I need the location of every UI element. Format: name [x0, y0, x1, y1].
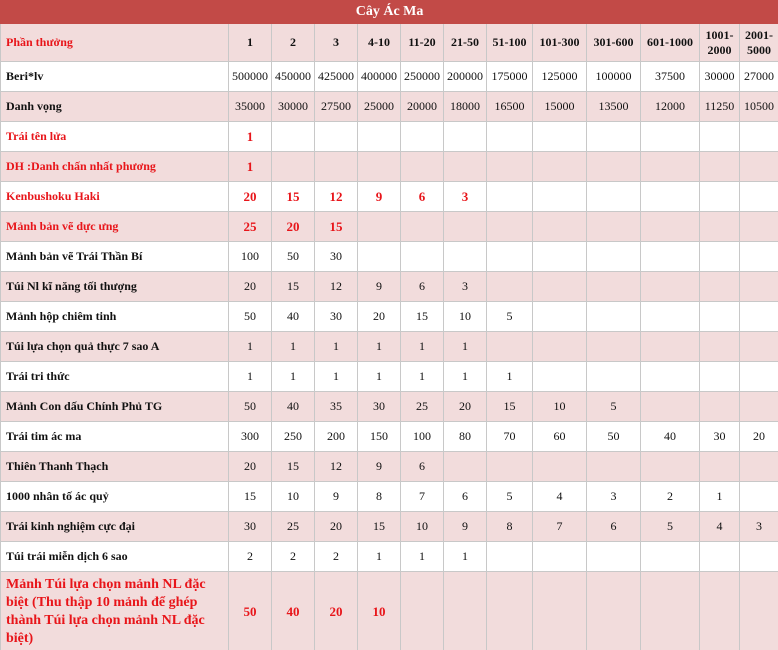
- value-cell: 3: [587, 482, 641, 512]
- header-rank-cell: 101-300: [533, 24, 587, 62]
- value-cell: [487, 212, 533, 242]
- value-cell: 1: [401, 542, 444, 572]
- value-cell: [444, 452, 487, 482]
- value-cell: [641, 272, 700, 302]
- value-cell: [587, 152, 641, 182]
- value-cell: [641, 122, 700, 152]
- header-rank-cell: 51-100: [487, 24, 533, 62]
- header-row: [1, 24, 778, 62]
- value-cell: 1: [444, 542, 487, 572]
- value-cell: [487, 242, 533, 272]
- value-cell: [401, 242, 444, 272]
- value-cell: 250000: [401, 62, 444, 92]
- value-cell: 25: [229, 212, 272, 242]
- row-label: Mảnh bản vẽ dực ưng: [1, 212, 229, 242]
- value-cell: 30: [229, 512, 272, 542]
- value-cell: [587, 332, 641, 362]
- value-cell: 1: [358, 362, 401, 392]
- value-cell: 10: [272, 482, 315, 512]
- value-cell: [740, 452, 778, 482]
- value-cell: 1: [358, 332, 401, 362]
- value-cell: [740, 392, 778, 422]
- header-rank-cell: 3: [315, 24, 358, 62]
- value-cell: 1: [444, 332, 487, 362]
- value-cell: [641, 302, 700, 332]
- value-cell: [700, 152, 740, 182]
- value-cell: [740, 242, 778, 272]
- value-cell: 12: [315, 452, 358, 482]
- value-cell: [533, 542, 587, 572]
- table-row: [1, 482, 778, 512]
- value-cell: 400000: [358, 62, 401, 92]
- value-cell: [641, 332, 700, 362]
- value-cell: [487, 332, 533, 362]
- value-cell: [533, 332, 587, 362]
- value-cell: [444, 152, 487, 182]
- value-cell: [740, 482, 778, 512]
- header-rank-cell: 2: [272, 24, 315, 62]
- value-cell: 1: [229, 152, 272, 182]
- value-cell: 15: [229, 482, 272, 512]
- table-row: [1, 452, 778, 482]
- value-cell: [700, 332, 740, 362]
- value-cell: [641, 362, 700, 392]
- value-cell: 10: [444, 302, 487, 332]
- value-cell: 35000: [229, 92, 272, 122]
- value-cell: 37500: [641, 62, 700, 92]
- value-cell: [700, 452, 740, 482]
- value-cell: [641, 452, 700, 482]
- value-cell: 30000: [700, 62, 740, 92]
- value-cell: [444, 242, 487, 272]
- value-cell: [358, 152, 401, 182]
- value-cell: 425000: [315, 62, 358, 92]
- row-label: DH :Danh chấn nhất phương: [1, 152, 229, 182]
- value-cell: [740, 152, 778, 182]
- value-cell: 40: [272, 302, 315, 332]
- value-cell: [587, 182, 641, 212]
- value-cell: [641, 392, 700, 422]
- value-cell: [358, 242, 401, 272]
- header-rank-cell: 1: [229, 24, 272, 62]
- value-cell: [740, 572, 778, 650]
- value-cell: 1: [272, 332, 315, 362]
- row-label: Túi lựa chọn quả thực 7 sao A: [1, 332, 229, 362]
- value-cell: 50: [587, 422, 641, 452]
- row-label: Mảnh Con dấu Chính Phủ TG: [1, 392, 229, 422]
- value-cell: 100: [229, 242, 272, 272]
- value-cell: [533, 122, 587, 152]
- header-rank-cell: 2001-5000: [740, 24, 778, 62]
- row-label: Trái kinh nghiệm cực đại: [1, 512, 229, 542]
- value-cell: 5: [587, 392, 641, 422]
- value-cell: [641, 212, 700, 242]
- value-cell: 2: [272, 542, 315, 572]
- value-cell: 11250: [700, 92, 740, 122]
- value-cell: 20: [444, 392, 487, 422]
- value-cell: 6: [401, 182, 444, 212]
- value-cell: 4: [700, 512, 740, 542]
- value-cell: 50: [229, 302, 272, 332]
- value-cell: [315, 152, 358, 182]
- value-cell: [487, 542, 533, 572]
- value-cell: [533, 362, 587, 392]
- value-cell: 13500: [587, 92, 641, 122]
- value-cell: 20000: [401, 92, 444, 122]
- value-cell: [358, 212, 401, 242]
- value-cell: 1: [229, 362, 272, 392]
- value-cell: [533, 212, 587, 242]
- value-cell: 20: [315, 572, 358, 650]
- header-rank-cell: 21-50: [444, 24, 487, 62]
- value-cell: 15: [487, 392, 533, 422]
- value-cell: 1: [487, 362, 533, 392]
- value-cell: [587, 122, 641, 152]
- value-cell: 15: [272, 452, 315, 482]
- value-cell: 16500: [487, 92, 533, 122]
- value-cell: [272, 122, 315, 152]
- value-cell: 27500: [315, 92, 358, 122]
- value-cell: 3: [740, 512, 778, 542]
- value-cell: [740, 332, 778, 362]
- table-row: [1, 92, 778, 122]
- header-rank-cell: 4-10: [358, 24, 401, 62]
- value-cell: 20: [740, 422, 778, 452]
- value-cell: 12: [315, 272, 358, 302]
- table-row: [1, 332, 778, 362]
- value-cell: 9: [358, 452, 401, 482]
- row-label: Trái tên lửa: [1, 122, 229, 152]
- value-cell: 25000: [358, 92, 401, 122]
- value-cell: [587, 302, 641, 332]
- table-row: [1, 242, 778, 272]
- value-cell: 18000: [444, 92, 487, 122]
- value-cell: [533, 272, 587, 302]
- value-cell: [740, 542, 778, 572]
- row-label: Mảnh bản vẽ Trái Thần Bí: [1, 242, 229, 272]
- value-cell: [587, 212, 641, 242]
- value-cell: 1: [401, 332, 444, 362]
- row-label: Mảnh Túi lựa chọn mảnh NL đặc biệt (Thu thập 10 mảnh để ghép thành Túi lựa chọn mảnh NL đặc biệt): [1, 572, 229, 650]
- value-cell: 70: [487, 422, 533, 452]
- value-cell: [533, 182, 587, 212]
- value-cell: 60: [533, 422, 587, 452]
- value-cell: [401, 572, 444, 650]
- value-cell: 2: [315, 542, 358, 572]
- value-cell: [641, 152, 700, 182]
- row-label: Danh vọng: [1, 92, 229, 122]
- row-label: Mảnh hộp chiêm tinh: [1, 302, 229, 332]
- value-cell: [587, 542, 641, 572]
- row-label: Túi Nl kĩ năng tối thượng: [1, 272, 229, 302]
- value-cell: 250: [272, 422, 315, 452]
- value-cell: [700, 122, 740, 152]
- value-cell: [533, 452, 587, 482]
- value-cell: 1: [272, 362, 315, 392]
- value-cell: [700, 242, 740, 272]
- row-label: Thiên Thanh Thạch: [1, 452, 229, 482]
- value-cell: [700, 182, 740, 212]
- value-cell: [641, 182, 700, 212]
- value-cell: 15000: [533, 92, 587, 122]
- value-cell: 6: [401, 272, 444, 302]
- value-cell: 6: [444, 482, 487, 512]
- table-row: [1, 182, 778, 212]
- row-label: Trái tim ác ma: [1, 422, 229, 452]
- value-cell: 9: [358, 182, 401, 212]
- value-cell: [587, 572, 641, 650]
- value-cell: 30: [315, 302, 358, 332]
- value-cell: 7: [533, 512, 587, 542]
- value-cell: 12000: [641, 92, 700, 122]
- table-row: [1, 212, 778, 242]
- value-cell: [700, 362, 740, 392]
- value-cell: [700, 392, 740, 422]
- header-reward-label: Phần thưởng: [1, 24, 229, 62]
- value-cell: [533, 572, 587, 650]
- value-cell: 50: [229, 392, 272, 422]
- value-cell: 5: [487, 302, 533, 332]
- table-row: [1, 422, 778, 452]
- value-cell: [641, 572, 700, 650]
- value-cell: [641, 542, 700, 572]
- value-cell: 10: [533, 392, 587, 422]
- value-cell: 100: [401, 422, 444, 452]
- table-row: [1, 122, 778, 152]
- value-cell: 8: [487, 512, 533, 542]
- value-cell: 6: [401, 452, 444, 482]
- value-cell: [587, 452, 641, 482]
- value-cell: [487, 572, 533, 650]
- value-cell: 30: [315, 242, 358, 272]
- value-cell: 20: [358, 302, 401, 332]
- value-cell: 200000: [444, 62, 487, 92]
- value-cell: 15: [272, 182, 315, 212]
- value-cell: 50: [229, 572, 272, 650]
- value-cell: 450000: [272, 62, 315, 92]
- value-cell: [444, 212, 487, 242]
- value-cell: [315, 122, 358, 152]
- value-cell: 15: [272, 272, 315, 302]
- table-row: [1, 542, 778, 572]
- row-label: Kenbushoku Haki: [1, 182, 229, 212]
- value-cell: [700, 572, 740, 650]
- value-cell: [700, 302, 740, 332]
- value-cell: 500000: [229, 62, 272, 92]
- value-cell: 2: [229, 542, 272, 572]
- value-cell: [444, 122, 487, 152]
- value-cell: [740, 362, 778, 392]
- table-title: Cây Ác Ma: [1, 1, 778, 24]
- value-cell: [487, 152, 533, 182]
- value-cell: [700, 272, 740, 302]
- value-cell: 15: [401, 302, 444, 332]
- value-cell: 125000: [533, 62, 587, 92]
- value-cell: [487, 182, 533, 212]
- table-row: [1, 152, 778, 182]
- value-cell: 30000: [272, 92, 315, 122]
- table-row: [1, 572, 778, 650]
- value-cell: 4: [533, 482, 587, 512]
- value-cell: 1: [229, 332, 272, 362]
- value-cell: [444, 572, 487, 650]
- value-cell: [533, 242, 587, 272]
- value-cell: [401, 122, 444, 152]
- value-cell: [740, 122, 778, 152]
- header-rank-cell: 11-20: [401, 24, 444, 62]
- value-cell: 9: [358, 272, 401, 302]
- value-cell: [740, 212, 778, 242]
- value-cell: 8: [358, 482, 401, 512]
- value-cell: [700, 212, 740, 242]
- value-cell: 40: [641, 422, 700, 452]
- value-cell: 20: [272, 212, 315, 242]
- value-cell: 25: [401, 392, 444, 422]
- value-cell: 12: [315, 182, 358, 212]
- value-cell: [740, 302, 778, 332]
- value-cell: 20: [229, 272, 272, 302]
- value-cell: [740, 272, 778, 302]
- row-label: 1000 nhân tố ác quỷ: [1, 482, 229, 512]
- value-cell: 5: [487, 482, 533, 512]
- title-row: [1, 1, 778, 24]
- table-row: [1, 512, 778, 542]
- value-cell: 1: [358, 542, 401, 572]
- value-cell: 6: [587, 512, 641, 542]
- value-cell: 1: [700, 482, 740, 512]
- value-cell: 20: [229, 452, 272, 482]
- value-cell: 150: [358, 422, 401, 452]
- value-cell: [272, 152, 315, 182]
- header-rank-cell: 301-600: [587, 24, 641, 62]
- header-rank-cell: 1001-2000: [700, 24, 740, 62]
- value-cell: 9: [315, 482, 358, 512]
- value-cell: 40: [272, 572, 315, 650]
- value-cell: 1: [229, 122, 272, 152]
- table-row: [1, 362, 778, 392]
- row-label: Beri*lv: [1, 62, 229, 92]
- value-cell: 1: [315, 332, 358, 362]
- value-cell: 20: [315, 512, 358, 542]
- value-cell: [740, 182, 778, 212]
- value-cell: [641, 242, 700, 272]
- value-cell: 300: [229, 422, 272, 452]
- value-cell: 10: [358, 572, 401, 650]
- value-cell: [487, 452, 533, 482]
- value-cell: 30: [358, 392, 401, 422]
- value-cell: 2: [641, 482, 700, 512]
- value-cell: [587, 242, 641, 272]
- value-cell: 27000: [740, 62, 778, 92]
- value-cell: 9: [444, 512, 487, 542]
- value-cell: [401, 212, 444, 242]
- value-cell: [401, 152, 444, 182]
- value-cell: [487, 272, 533, 302]
- value-cell: 1: [315, 362, 358, 392]
- value-cell: [587, 272, 641, 302]
- value-cell: [587, 362, 641, 392]
- value-cell: [700, 542, 740, 572]
- value-cell: 200: [315, 422, 358, 452]
- value-cell: 35: [315, 392, 358, 422]
- row-label: Trái tri thức: [1, 362, 229, 392]
- value-cell: 20: [229, 182, 272, 212]
- value-cell: 50: [272, 242, 315, 272]
- value-cell: [358, 122, 401, 152]
- header-rank-cell: 601-1000: [641, 24, 700, 62]
- value-cell: 1: [444, 362, 487, 392]
- value-cell: 30: [700, 422, 740, 452]
- value-cell: 3: [444, 182, 487, 212]
- value-cell: [533, 302, 587, 332]
- table-row: [1, 392, 778, 422]
- row-label: Túi trái miễn dịch 6 sao: [1, 542, 229, 572]
- value-cell: 5: [641, 512, 700, 542]
- value-cell: 10500: [740, 92, 778, 122]
- table-row: [1, 272, 778, 302]
- value-cell: 15: [358, 512, 401, 542]
- value-cell: 15: [315, 212, 358, 242]
- value-cell: 100000: [587, 62, 641, 92]
- value-cell: 7: [401, 482, 444, 512]
- table-row: [1, 302, 778, 332]
- value-cell: 10: [401, 512, 444, 542]
- value-cell: 25: [272, 512, 315, 542]
- value-cell: 1: [401, 362, 444, 392]
- value-cell: 40: [272, 392, 315, 422]
- value-cell: [533, 152, 587, 182]
- value-cell: 3: [444, 272, 487, 302]
- value-cell: [487, 122, 533, 152]
- value-cell: 175000: [487, 62, 533, 92]
- table-row: [1, 62, 778, 92]
- value-cell: 80: [444, 422, 487, 452]
